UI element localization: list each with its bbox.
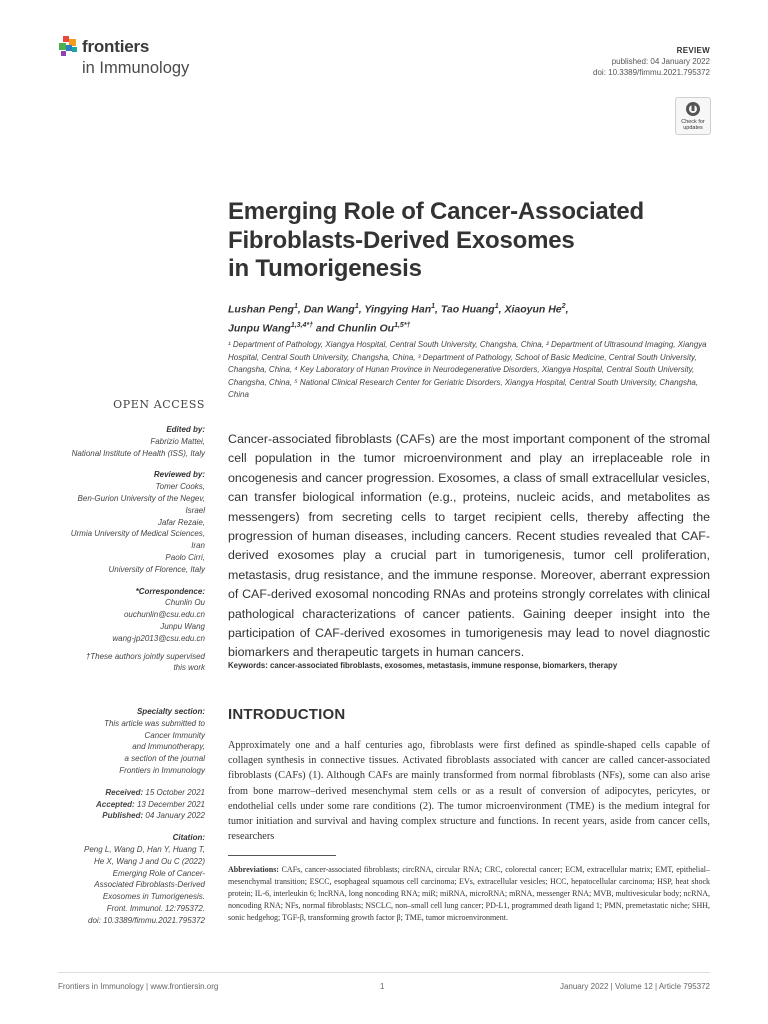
- published-value: 04 January 2022: [145, 811, 205, 821]
- check-for-updates-badge[interactable]: [675, 97, 711, 135]
- edited-by-label: Edited by:: [166, 425, 205, 434]
- title-line: Emerging Role of Cancer-Associated: [228, 198, 644, 225]
- editor-line: National Institute of Health (ISS), Italy: [71, 448, 205, 458]
- abbreviations-label: Abbreviations:: [228, 865, 279, 874]
- affiliations: ¹ Department of Pathology, Xiangya Hospital, Central South University, Changsha, China, ² Department of Ultrasound Imaging, Xiangya Hospital, Central South University, Changsha, China, ³ Department of Pathology, School of Basic Medicine, Central South University, Changsha, China, ⁴ Key Laboratory of Hunan Province in Neurodegenerative Disorders, Xiangya Hospital, Central South University, Changsha, China, ⁵ National Clinical Research Center for Geriatric Disorders, Xiangya Hospital, Central South University, Changsha, China: [228, 340, 707, 399]
- correspondence-line: Junpu Wang: [160, 621, 205, 631]
- specialty-label: Specialty section:: [136, 707, 205, 716]
- editorial-sidebar: [50, 424, 205, 674]
- article-type: REVIEW: [676, 46, 710, 55]
- check-updates-icon: [685, 101, 701, 117]
- supervised-note: this work: [173, 663, 205, 673]
- correspondence-email[interactable]: wang-jp2013@csu.edu.cn: [112, 633, 205, 643]
- keywords: [228, 660, 718, 671]
- published-side-date: [50, 810, 205, 822]
- keywords-label: Keywords:: [228, 661, 268, 670]
- citation-label: Citation:: [172, 833, 205, 843]
- editor-line[interactable]: Fabrizio Mattei,: [150, 436, 205, 446]
- author-name[interactable]: Chunlin Ou: [337, 322, 395, 334]
- author-name[interactable]: Yingying Han: [364, 303, 432, 316]
- author-affil: 1,3,4*†: [290, 321, 313, 329]
- supervised-note: †These authors jointly supervised: [85, 651, 205, 661]
- reviewer-line: University of Florence, Italy: [108, 564, 205, 574]
- reviewed-by-label: Reviewed by:: [153, 470, 205, 480]
- author-affil: 1,5*†: [394, 321, 411, 329]
- specialty-line: This article was submitted to: [104, 718, 205, 728]
- author-name[interactable]: Xiaoyun He: [504, 303, 562, 316]
- author-list: Lushan Peng$^1$, Dan Wang$^1$, Yingying Han$^1$, Tao Huang$^1$, Xiaoyun He$^2$, Junpu Wang$^{1,3,4*\dagger}$ and Chunlin $Ou^{1,5*\dagger}$: [228, 303, 569, 334]
- author-affil: 1: [431, 303, 436, 310]
- author-affil: 1: [354, 303, 359, 310]
- page-number: 1: [380, 982, 385, 991]
- author-name[interactable]: Junpu Wang: [228, 322, 291, 334]
- check-badge-label: Check for updates: [681, 119, 705, 131]
- reviewer-line[interactable]: Tomer Cooks,: [155, 482, 205, 492]
- specialty-sidebar: [50, 706, 205, 927]
- received-value: 15 October 2021: [145, 787, 205, 797]
- footer-issue: January 2022 | Volume 12 | Article 795372: [559, 982, 710, 991]
- accepted-label: Accepted:: [96, 799, 135, 809]
- footnote-divider: [228, 855, 336, 856]
- journal-name: in Immunology: [82, 59, 190, 77]
- reviewer-line: Iran: [191, 541, 205, 551]
- specialty-line: Frontiers in Immunology: [119, 765, 205, 775]
- specialty-line: and Immunotherapy,: [132, 742, 205, 752]
- correspondence-label: *Correspondence:: [135, 586, 205, 596]
- article-meta: [410, 45, 710, 78]
- author-affil: 1: [494, 303, 499, 310]
- doi[interactable]: doi: 10.3389/fimmu.2021.795372: [593, 68, 710, 77]
- frontiers-logo-icon: [58, 36, 80, 58]
- title-line: Fibroblasts-Derived Exosomes: [228, 226, 575, 254]
- reviewer-line[interactable]: Jafar Rezaie,: [157, 517, 205, 527]
- abbreviations-text: CAFs, cancer-associated fibroblasts; circRNA, circular RNA; CRC, colorectal cancer; ECM, extracellular matrix; EMT, epithelial–mesenchymal transition; ESCC, esophageal squamous cell carcinoma; EVs, extracellular vesicles; HCC, hepatocellular carcinoma; HSP, heat shock protein; IL-6, interleukin 6; lncRNA, long noncoding RNA; miR; miRNA, microRNA; mRNA, messenger RNA; MVB, multivesicular body; ncRNA, noncoding RNA; NFs, normal fibroblasts; NSCLC, non–small cell lung cancer; PD-L1, programmed death ligand 1; PMN, premetastatic niche; SHH, sonic hedgehog; TGF-β, transforming growth factor β; TME, tumor microenvironment.: [228, 865, 711, 922]
- article-title: [228, 198, 728, 284]
- abbreviations: [228, 864, 710, 924]
- citation-line: He X, Wang J and Ou C (2022): [93, 856, 205, 866]
- accepted-value: 13 December 2021: [136, 799, 205, 809]
- accepted-date: [50, 799, 205, 811]
- published-date: published: 04 January 2022: [611, 57, 710, 66]
- title-line: in Tumorigenesis: [228, 255, 422, 282]
- received-date: [50, 787, 205, 799]
- reviewer-line[interactable]: Paolo Cirri,: [165, 552, 205, 562]
- reviewer-line: Urmia University of Medical Sciences,: [70, 529, 205, 539]
- keywords-list: cancer-associated fibroblasts, exosomes, metastasis, immune response, biomarkers, therapy: [270, 661, 618, 670]
- citation-line: Exosomes in Tumorigenesis.: [102, 892, 205, 902]
- journal-brand: frontiers: [82, 37, 150, 56]
- received-label: Received:: [105, 787, 144, 797]
- abstract: Cancer-associated fibroblasts (CAFs) are the most important component of the stromal cell population in the tumor microenvironment and play an irreplaceable role in oncogenesis and cancer progression. Exosomes, a class of small extracellular vesicles, can transfer biological information (e.g., proteins, nucleic acids, and metabolites as messengers) from secreting cells to target recipient cells, thereby affecting the progression of human diseases, including cancers. Recent studies revealed that CAF-derived exosomes play a crucial part in tumorigenesis, tumor cell proliferation, metastasis, drug resistance, and the immune response. Moreover, aberrant expression of CAF-derived exosomal noncoding RNAs and proteins strongly correlates with clinical pathological characterizations of cancer patients. Gaining deeper insight into the participation of CAF-derived exosomes in tumorigenesis may lead to novel diagnostic biomarkers and therapeutic targets in human cancers.: [228, 432, 710, 660]
- reviewer-line: Ben-Gurion University of the Negev,: [77, 493, 205, 503]
- open-access-label: OPEN ACCESS: [113, 398, 205, 411]
- specialty-line: Cancer Immunity: [144, 730, 205, 740]
- author-name[interactable]: Dan Wang: [303, 303, 355, 316]
- journal-logo[interactable]: [58, 34, 228, 84]
- footer-journal-link[interactable]: Frontiers in Immunology | www.frontiersin.org: [58, 982, 219, 991]
- author-name[interactable]: Tao Huang: [440, 303, 495, 316]
- citation-line: Associated Fibroblasts-Derived: [94, 880, 205, 890]
- reviewer-line: Israel: [185, 505, 205, 515]
- citation-line: Front. Immunol. 12:795372.: [106, 903, 205, 913]
- published-label: Published:: [102, 811, 144, 821]
- citation-line: Emerging Role of Cancer-: [112, 868, 205, 878]
- author-affil: 1: [293, 303, 298, 310]
- section-heading-introduction: INTRODUCTION: [228, 706, 346, 723]
- correspondence-email[interactable]: ouchunlin@csu.edu.cn: [123, 610, 205, 620]
- citation-doi[interactable]: doi: 10.3389/fimmu.2021.795372: [88, 915, 205, 925]
- author-affil: 2: [561, 303, 566, 310]
- introduction-text: Approximately one and a half centuries ago, fibroblasts were first defined as spindle-shaped cells capable of collagen synthesis in connective tissues. Activated fibroblasts associated with cancer are called cancer-associated fibroblasts (CAFs) (1). Although CAFs are mainly transformed from normal fibroblasts (NFs), some can also arise from bone marrow–derived mesenchymal stem cells or as a result of conversion of adipocytes, pericytes, or endothelial cells under some rare conditions (2). The tumor microenvironment (TME) is the medium integral for tumor initiation and survival and having complex structure and functions. In recent years, aside from cancer cells, researchers: [228, 740, 710, 843]
- correspondence-line: Chunlin Ou: [164, 598, 205, 608]
- author-name[interactable]: Lushan Peng: [228, 303, 294, 316]
- footer-divider: [58, 972, 710, 973]
- citation-line: Peng L, Wang D, Han Y, Huang T,: [84, 844, 205, 854]
- specialty-line: a section of the journal: [124, 754, 205, 764]
